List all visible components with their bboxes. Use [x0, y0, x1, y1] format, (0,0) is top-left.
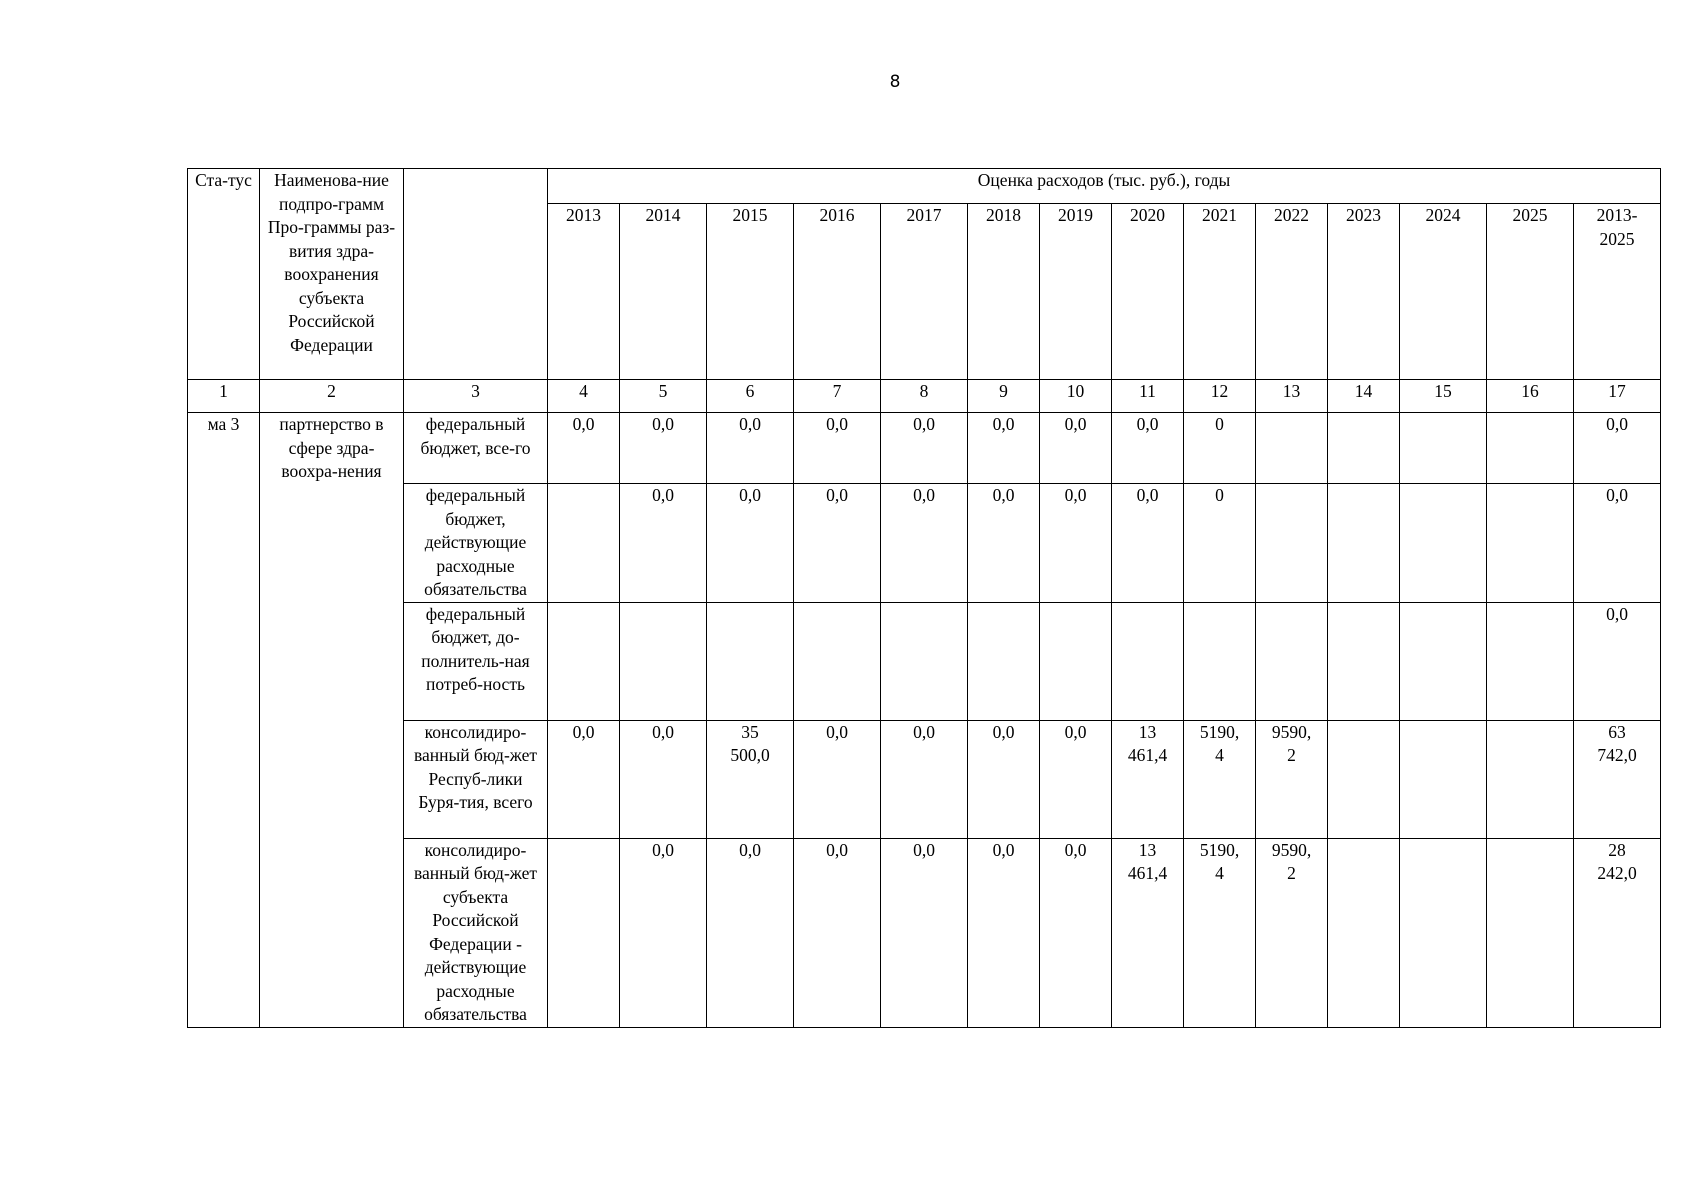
header-year: 2023	[1328, 204, 1400, 380]
value-cell	[1400, 602, 1487, 720]
value-cell: 13 461,4	[1112, 838, 1184, 1027]
value-cell: 0,0	[620, 720, 707, 838]
value-cell: 0,0	[1040, 413, 1112, 484]
value-cell	[881, 602, 968, 720]
column-number: 6	[707, 380, 794, 413]
column-number: 11	[1112, 380, 1184, 413]
funding-source-cell: федеральный бюджет, все-го	[404, 413, 548, 484]
value-cell	[1256, 602, 1328, 720]
table-row	[188, 720, 1661, 838]
value-cell	[1400, 413, 1487, 484]
funding-source-cell: федеральный бюджет, до-полнитель-ная потреб-ность	[404, 602, 548, 720]
funding-source-cell: консолидиро-ванный бюд-жет Респуб-лики Буря-тия, всего	[404, 720, 548, 838]
value-cell	[1487, 838, 1574, 1027]
value-cell: 63 742,0	[1574, 720, 1661, 838]
value-cell	[1040, 602, 1112, 720]
header-year: 2024	[1400, 204, 1487, 380]
funding-source-cell: консолидиро-ванный бюд-жет субъекта Российской Федерации - действующие расходные обязательства	[404, 838, 548, 1027]
column-number: 9	[968, 380, 1040, 413]
value-cell: 0,0	[620, 484, 707, 603]
value-cell	[1328, 413, 1400, 484]
value-cell	[1256, 484, 1328, 603]
value-cell	[1328, 720, 1400, 838]
header-year: 2013	[548, 204, 620, 380]
value-cell: 0,0	[968, 484, 1040, 603]
column-number: 14	[1328, 380, 1400, 413]
column-number: 13	[1256, 380, 1328, 413]
value-cell: 0,0	[1112, 484, 1184, 603]
header-year: 2016	[794, 204, 881, 380]
column-number: 15	[1400, 380, 1487, 413]
value-cell	[1112, 602, 1184, 720]
value-cell: 0,0	[1574, 413, 1661, 484]
value-cell: 0,0	[620, 413, 707, 484]
funding-source-cell: федеральный бюджет, действующие расходные обязательства	[404, 484, 548, 603]
budget-table	[187, 168, 1661, 1028]
value-cell: 0,0	[707, 413, 794, 484]
value-cell	[620, 602, 707, 720]
value-cell: 0,0	[881, 484, 968, 603]
value-cell	[1256, 413, 1328, 484]
column-number: 3	[404, 380, 548, 413]
value-cell: 28 242,0	[1574, 838, 1661, 1027]
value-cell	[548, 838, 620, 1027]
value-cell: 0,0	[968, 413, 1040, 484]
value-cell: 0,0	[794, 720, 881, 838]
table-row	[188, 484, 1661, 603]
value-cell: 0,0	[881, 413, 968, 484]
value-cell	[1487, 602, 1574, 720]
value-cell	[968, 602, 1040, 720]
header-status: Ста-тус	[188, 169, 260, 380]
value-cell: 0,0	[620, 838, 707, 1027]
value-cell: 5190, 4	[1184, 720, 1256, 838]
value-cell: 0,0	[794, 413, 881, 484]
value-cell: 0,0	[794, 484, 881, 603]
value-cell	[1184, 602, 1256, 720]
value-cell: 0,0	[1040, 720, 1112, 838]
value-cell	[1487, 484, 1574, 603]
value-cell	[548, 484, 620, 603]
column-number: 4	[548, 380, 620, 413]
value-cell	[1400, 720, 1487, 838]
value-cell: 0,0	[881, 720, 968, 838]
column-number: 1	[188, 380, 260, 413]
value-cell: 9590, 2	[1256, 838, 1328, 1027]
value-cell	[794, 602, 881, 720]
value-cell	[1328, 602, 1400, 720]
header-year: 2018	[968, 204, 1040, 380]
value-cell: 13 461,4	[1112, 720, 1184, 838]
subprogram-name-cell: партнерство в сфере здра-воохра-нения	[260, 413, 404, 1028]
value-cell: 0,0	[548, 720, 620, 838]
column-number: 7	[794, 380, 881, 413]
header-expenditure-group: Оценка расходов (тыс. руб.), годы	[548, 169, 1661, 204]
table-row	[188, 413, 1661, 484]
value-cell: 0,0	[1574, 484, 1661, 603]
value-cell	[1487, 720, 1574, 838]
value-cell: 35 500,0	[707, 720, 794, 838]
value-cell: 0,0	[881, 838, 968, 1027]
value-cell: 0,0	[968, 720, 1040, 838]
header-year: 2013- 2025	[1574, 204, 1661, 380]
header-year: 2021	[1184, 204, 1256, 380]
column-number: 17	[1574, 380, 1661, 413]
header-year: 2025	[1487, 204, 1574, 380]
column-number: 10	[1040, 380, 1112, 413]
value-cell	[548, 602, 620, 720]
value-cell: 0,0	[968, 838, 1040, 1027]
value-cell: 9590, 2	[1256, 720, 1328, 838]
table-row	[188, 838, 1661, 1027]
value-cell: 0,0	[1040, 484, 1112, 603]
value-cell	[1328, 484, 1400, 603]
value-cell	[707, 602, 794, 720]
column-number: 16	[1487, 380, 1574, 413]
table-row	[188, 602, 1661, 720]
column-number: 5	[620, 380, 707, 413]
header-source	[404, 169, 548, 380]
header-year: 2022	[1256, 204, 1328, 380]
header-year: 2015	[707, 204, 794, 380]
value-cell: 0,0	[1112, 413, 1184, 484]
value-cell: 0,0	[548, 413, 620, 484]
value-cell: 0,0	[1040, 838, 1112, 1027]
value-cell	[1328, 838, 1400, 1027]
value-cell: 0,0	[707, 838, 794, 1027]
value-cell: 0,0	[1574, 602, 1661, 720]
page-number: 8	[889, 72, 901, 92]
value-cell	[1487, 413, 1574, 484]
value-cell: 0	[1184, 413, 1256, 484]
header-year: 2019	[1040, 204, 1112, 380]
value-cell: 5190, 4	[1184, 838, 1256, 1027]
column-number: 8	[881, 380, 968, 413]
header-subprogram-name: Наименова-ние подпро-грамм Про-граммы раз-вития здра-воохранения субъекта Российской Федерации	[260, 169, 404, 380]
value-cell: 0,0	[707, 484, 794, 603]
value-cell	[1400, 838, 1487, 1027]
value-cell	[1400, 484, 1487, 603]
column-number: 2	[260, 380, 404, 413]
value-cell: 0,0	[794, 838, 881, 1027]
column-number: 12	[1184, 380, 1256, 413]
header-year: 2017	[881, 204, 968, 380]
header-year: 2014	[620, 204, 707, 380]
status-cell: ма 3	[188, 413, 260, 1028]
header-year: 2020	[1112, 204, 1184, 380]
value-cell: 0	[1184, 484, 1256, 603]
column-number-row	[188, 380, 1661, 413]
